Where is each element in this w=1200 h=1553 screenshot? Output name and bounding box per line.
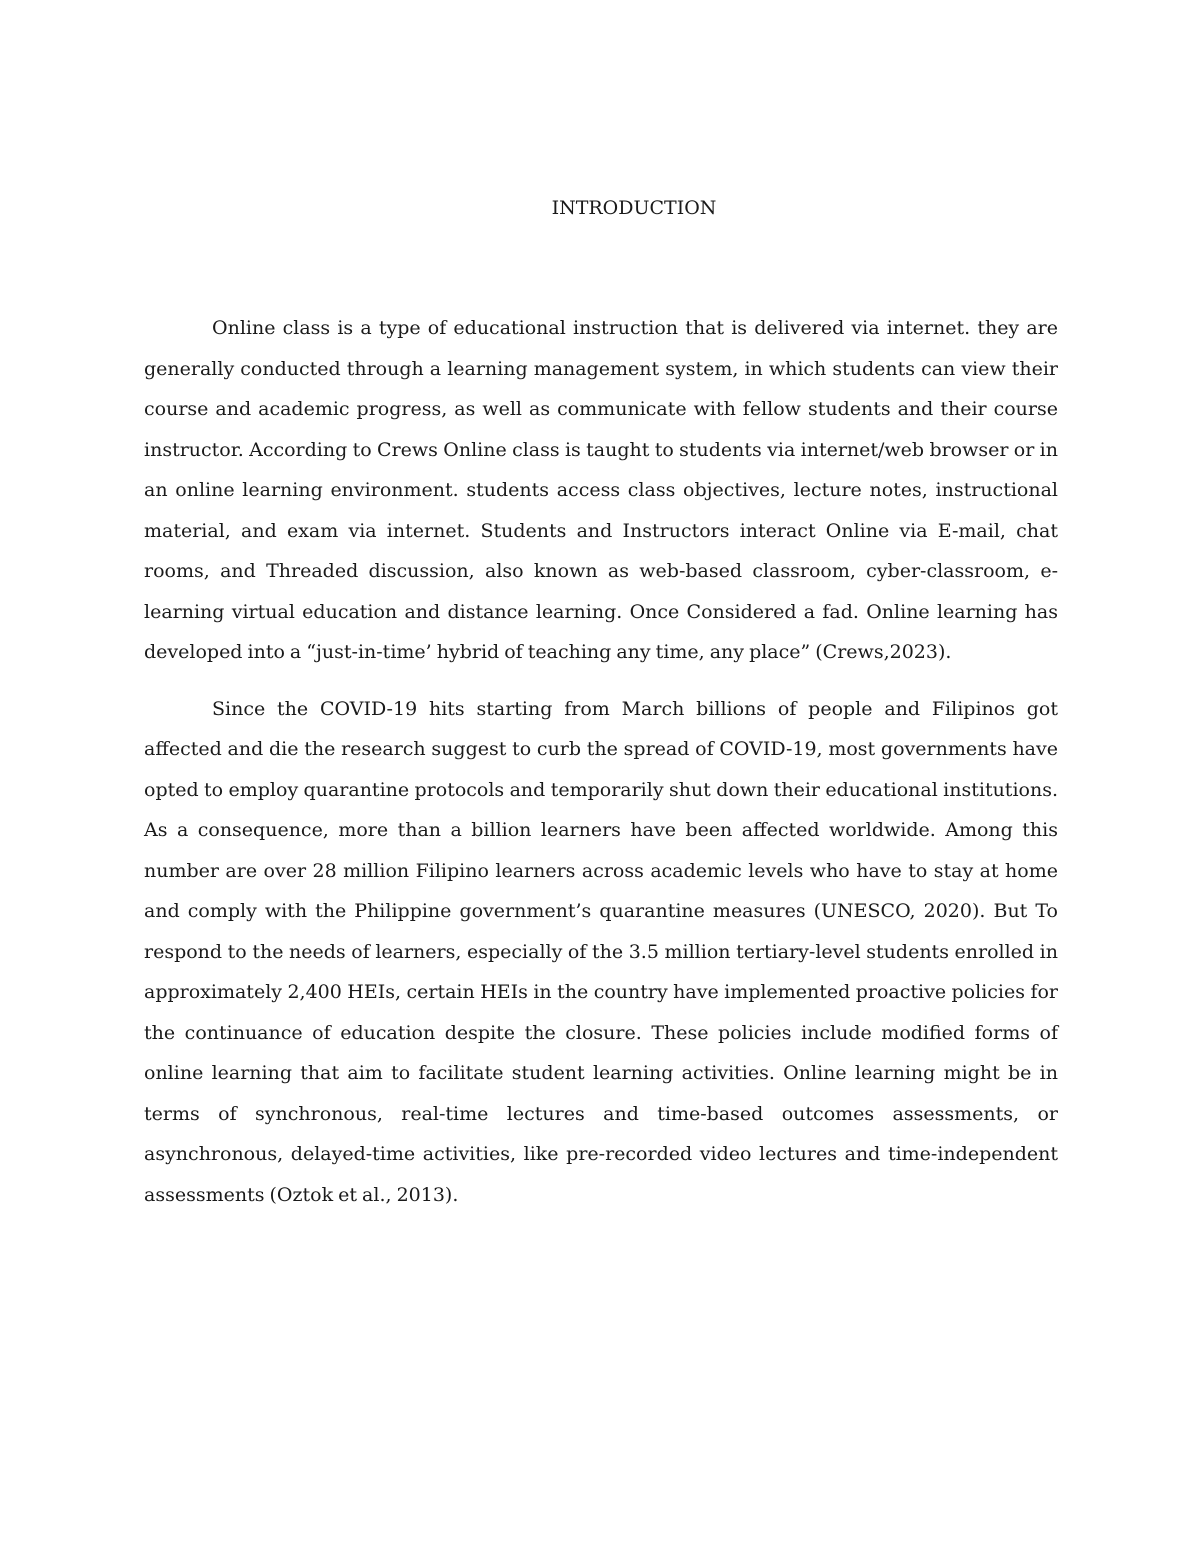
paragraph-1: Online class is a type of educational instruction that is delivered via internet. they are generally conducted through a learning management system, in which students can view their course and academic progress, as well as communicate with fellow students and their course instructor. According to Crews Online class is taught to students via internet/web browser or in an online learning environment. students access class objectives, lecture notes, instructional material, and exam via internet. Students and Instructors interact Online via E-mail, chat rooms, and Threaded discussion, also known as web-based classroom, cyber-classroom, e-learning virtual education and distance learning. Once Considered a fad. Online learning has developed into a “just-in-time’ hybrid of teaching any time, any place” (Crews,2023). — [144, 317, 1058, 663]
body-text — [144, 308, 1058, 1215]
paragraph-2: Since the COVID-19 hits starting from March billions of people and Filipinos got affected and die the research suggest to curb the spread of COVID-19, most governments have opted to employ quarantine protocols and temporarily shut down their educational institutions. As a consequence, more than a billion learners have been affected worldwide. Among this number are over 28 million Filipino learners across academic levels who have to stay at home and comply with the Philippine government’s quarantine measures (UNESCO, 2020). But To respond to the needs of learners, especially of the 3.5 million tertiary-level students enrolled in approximately 2,400 HEIs, certain HEIs in the country have implemented proactive policies for the continuance of education despite the closure. These policies include modified forms of online learning that aim to facilitate student learning activities. Online learning might be in terms of synchronous, real-time lectures and time-based outcomes assessments, or asynchronous, delayed-time activities, like pre-recorded video lectures and time-independent assessments (Oztok et al., 2013). — [144, 697, 1058, 1206]
section-heading: INTRODUCTION — [551, 197, 717, 219]
